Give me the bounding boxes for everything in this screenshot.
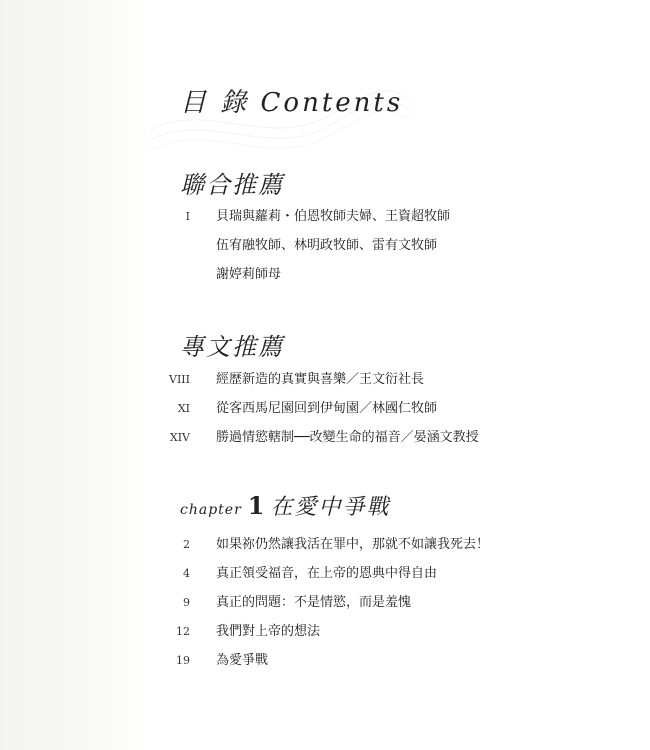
toc-entry[interactable] xyxy=(160,428,580,448)
entry-page: 19 xyxy=(176,654,190,667)
chapter-heading xyxy=(180,490,391,521)
toc-entry[interactable] xyxy=(160,535,580,555)
chapter-number: 1 xyxy=(247,491,265,520)
entry-page: XI xyxy=(177,402,190,415)
section-heading-joint-recommendation: 聯合推薦 xyxy=(180,171,284,199)
entry-text: 從客西馬尼園回到伊甸園／林國仁牧師 xyxy=(216,401,438,416)
toc-title: 目 錄 Contents xyxy=(180,88,404,118)
toc-entry[interactable] xyxy=(160,622,580,642)
background-texture xyxy=(0,0,150,750)
entry-page: 4 xyxy=(183,567,190,580)
entry-text: 伍宥融牧師、林明政牧師、雷有文牧師 xyxy=(216,238,438,253)
toc-entry[interactable] xyxy=(160,265,580,285)
entry-page: 2 xyxy=(183,538,190,551)
toc-entry[interactable] xyxy=(160,207,580,227)
entry-text: 勝過情慾轄制──改變生命的福音／晏涵文教授 xyxy=(216,430,479,445)
entry-text: 謝婷莉師母 xyxy=(216,267,282,282)
entry-page: I xyxy=(185,210,190,223)
entry-page: XIV xyxy=(169,431,190,444)
toc-entry[interactable] xyxy=(160,593,580,613)
chapter-name: 在愛中爭戰 xyxy=(270,495,391,520)
entry-text: 為愛爭戰 xyxy=(216,653,269,668)
chapter-label: chapter xyxy=(180,502,242,518)
entry-text: 我們對上帝的想法 xyxy=(216,624,321,639)
entry-text: 真正領受福音，在上帝的恩典中得自由 xyxy=(216,566,438,581)
entry-page: VIII xyxy=(169,373,190,386)
entry-page: 9 xyxy=(183,596,190,609)
toc-entry[interactable] xyxy=(160,564,580,584)
toc-entry[interactable] xyxy=(160,370,580,390)
entry-page: 12 xyxy=(176,625,190,638)
entry-text: 經歷新造的真實與喜樂／王文衍社長 xyxy=(216,372,425,387)
entry-text: 貝瑞與蘿莉・伯恩牧師夫婦、王資超牧師 xyxy=(216,209,451,224)
entry-text: 真正的問題：不是情慾，而是羞愧 xyxy=(216,595,412,610)
toc-entry[interactable] xyxy=(160,651,580,671)
toc-entry[interactable] xyxy=(160,236,580,256)
entry-text: 如果祢仍然讓我活在罪中，那就不如讓我死去！ xyxy=(216,537,490,552)
toc-entry[interactable] xyxy=(160,399,580,419)
section-heading-featured-recommendation: 專文推薦 xyxy=(180,333,284,361)
